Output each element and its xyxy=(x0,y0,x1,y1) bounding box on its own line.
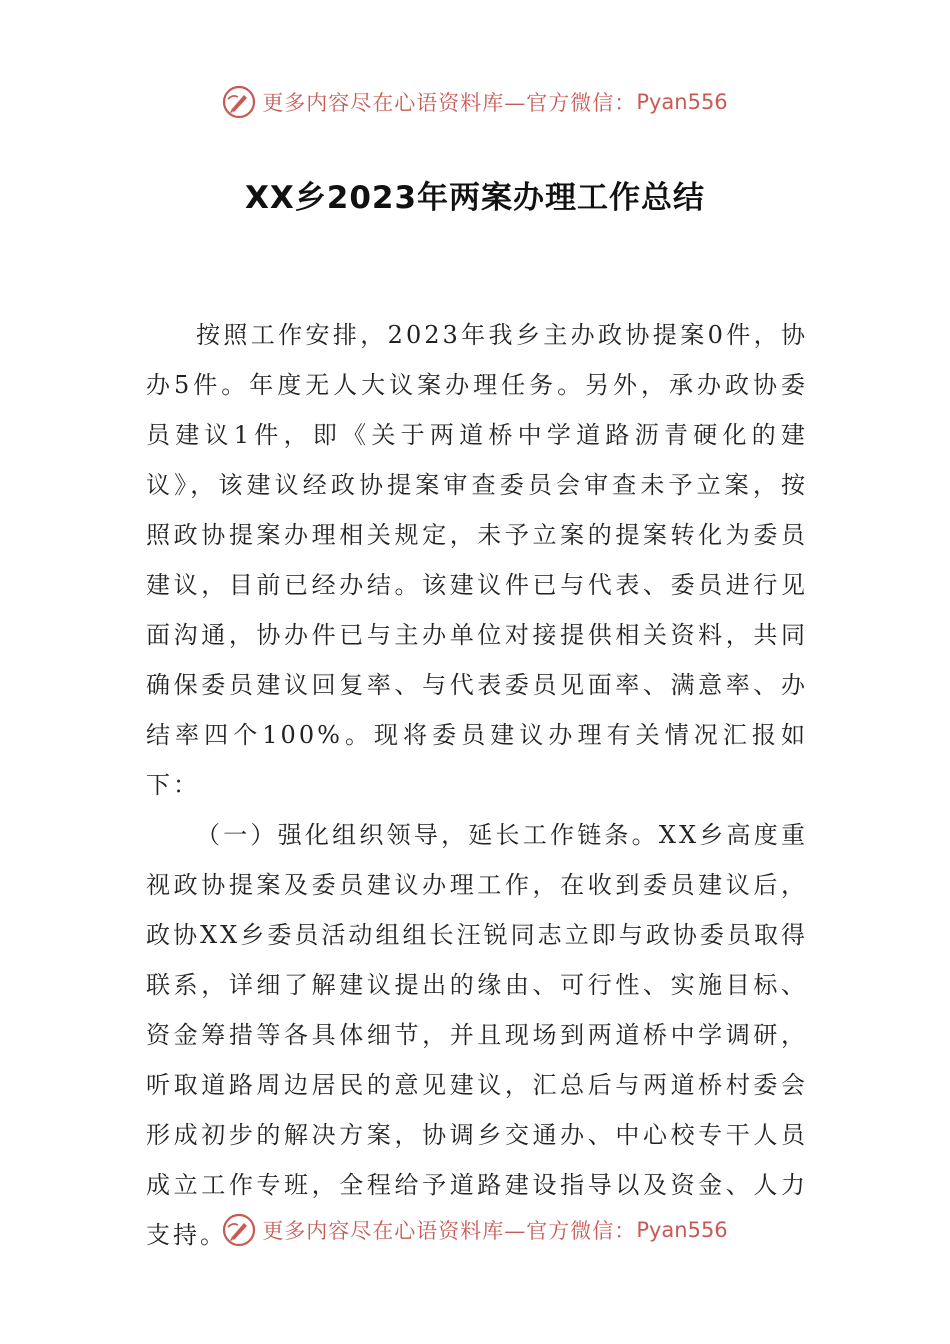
watermark-banner-top xyxy=(0,80,950,124)
document-body xyxy=(146,310,808,1260)
watermark-banner-bottom xyxy=(0,1208,950,1252)
pen-logo-icon xyxy=(222,85,256,119)
paragraph-section-1: （一）强化组织领导，延长工作链条。XX乡高度重视政协提案及委员建议办理工作，在收到委员建议后，政协XX乡委员活动组组长汪锐同志立即与政协委员取得联系，详细了解建议提出的缘由、可行性、实施目标、资金筹措等各具体细节，并且现场到两道桥中学调研，听取道路周边居民的意见建议，汇总后与两道桥村委会形成初步的解决方案，协调乡交通办、中心校专干人员成立工作专班，全程给予道路建设指导以及资金、人力支持。 xyxy=(146,821,808,1249)
paragraph-intro: 按照工作安排，2023年我乡主办政协提案0件，协办5件。年度无人大议案办理任务。另外，承办政协委员建议1件，即《关于两道桥中学道路沥青硬化的建议》，该建议经政协提案审查委员会审查未予立案，按照政协提案办理相关规定，未予立案的提案转化为委员建议，目前已经办结。该建议件已与代表、委员进行见面沟通，协办件已与主办单位对接提供相关资料，共同确保委员建议回复率、与代表委员见面率、满意率、办结率四个100%。现将委员建议办理有关情况汇报如下： xyxy=(146,321,808,799)
watermark-text: 更多内容尽在心语资料库—官方微信： xyxy=(262,1219,637,1243)
document-title: XX乡2023年两案办理工作总结 xyxy=(244,180,706,216)
watermark-contact: Pyan556 xyxy=(636,90,728,114)
pen-logo-icon xyxy=(222,1213,256,1247)
watermark-contact: Pyan556 xyxy=(636,1218,728,1242)
watermark-text: 更多内容尽在心语资料库—官方微信： xyxy=(262,91,637,115)
